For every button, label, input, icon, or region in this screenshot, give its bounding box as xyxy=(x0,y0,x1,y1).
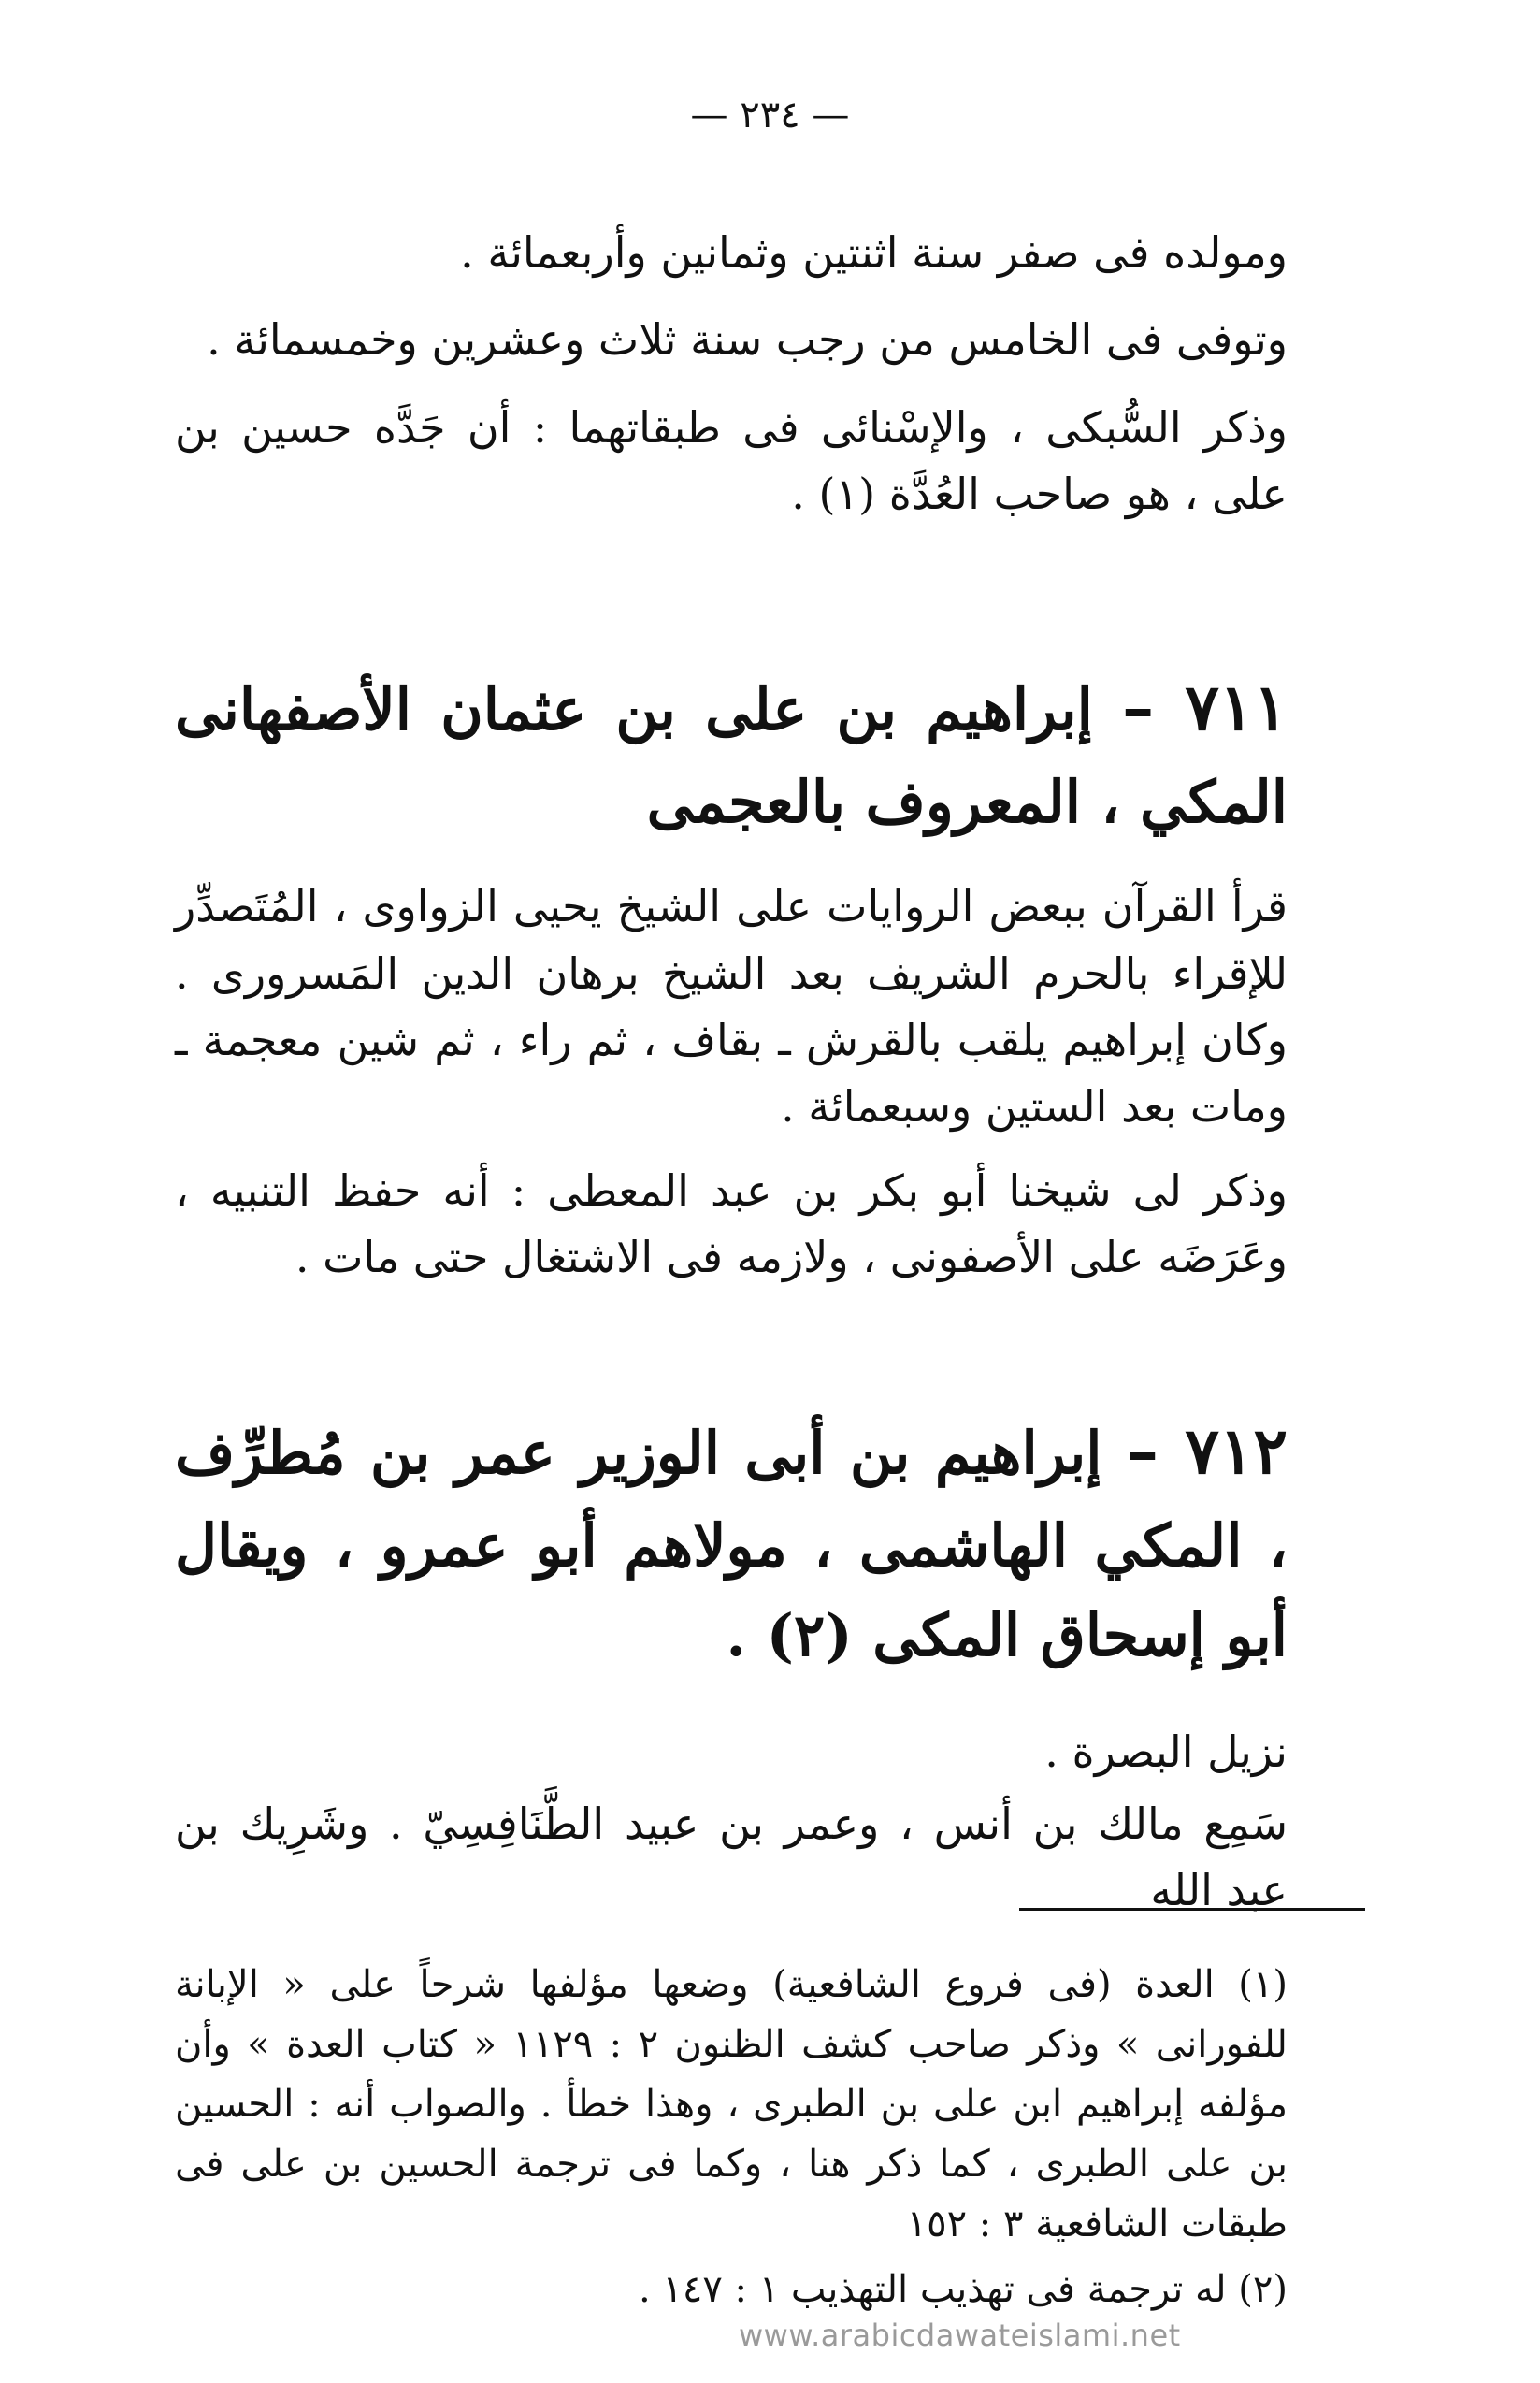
entry-711-title: إبراهيم بن على بن عثمان الأصفهانى المكي ، المعروف بالعجمى xyxy=(175,675,1288,837)
entry-712-paragraph: نزيل البصرة . xyxy=(1044,1726,1288,1777)
watermark: www.arabicdawateislami.net xyxy=(739,2318,1181,2353)
paragraph-grandfather: وذكر السُّبكى ، والإسْنائى فى طبقاتهما : أن جَدَّه حسين بن على ، هو صاحب العُدَّة (١) . xyxy=(175,401,1288,519)
entry-711-heading xyxy=(175,659,1288,847)
entry-712-title: إبراهيم بن أبى الوزير عمر بن مُطرِّف ، المكي الهاشمى ، مولاهم أبو عمرو ، ويقال أبو إسحاق المكى (٢) . xyxy=(175,1419,1288,1670)
entry-712 xyxy=(175,1403,1288,1924)
entry-711-paragraph: قرأ القرآن ببعض الروايات على الشيخ يحيى الزواوى ، المُتَصدِّر للإقراء بالحرم الشريف بعد الشيخ برهان الدين المَسرورى . وكان إبراهيم يلقب بالقرش ـ بقاف ، ثم راء ، ثم شين معجمة ـ ومات بعد الستين وسبعمائة . xyxy=(175,881,1288,1133)
entry-712-number: ٧١٢ – xyxy=(1126,1414,1288,1489)
footnotes xyxy=(175,1955,1288,2319)
footnote-2: (٢) له ترجمة فى تهذيب التهذيب ١ : ١٤٧ . xyxy=(638,2268,1288,2311)
entry-711-number: ٧١١ – xyxy=(1122,671,1288,745)
entry-711 xyxy=(175,659,1288,1291)
entry-712-heading xyxy=(175,1403,1288,1682)
page-number: — ٢٣٤ — xyxy=(690,94,850,137)
entry-712-paragraph: سَمِع مالك بن أنس ، وعمر بن عبيد الطَّنَافِسِيّ . وشَرِيك بن عبد الله xyxy=(175,1798,1288,1916)
footnote-1: (١) العدة (فى فروع الشافعية) وضعها مؤلفها شرحاً على « الإبانة للفورانى » وذكر صاحب كشف الظنون ٢ : ١١٢٩ « كتاب العدة » وأن مؤلفه إبراهيم ابن على بن الطبرى ، وهذا خطأ . والصواب أنه : الحسين بن على الطبرى ، كما ذكر هنا ، وكما فى ترجمة الحسين بن على فى طبقات الشافعية ٣ : ١٥٢ xyxy=(175,1963,1288,2246)
paragraph-birth: ومولده فى صفر سنة اثنتين وثمانين وأربعمائة . xyxy=(460,227,1288,278)
entry-711-paragraph: وذكر لى شيخنا أبو بكر بن عبد المعطى : أنه حفظ التنبيه ، وعَرَضَه على الأصفونى ، ولازمه فى الاشتغال حتى مات . xyxy=(175,1164,1288,1282)
paragraph-death: وتوفى فى الخامس من رجب سنة ثلاث وعشرين وخمسمائة . xyxy=(207,314,1288,366)
intro-text xyxy=(175,220,1288,527)
footnote-divider xyxy=(1019,1908,1365,1911)
